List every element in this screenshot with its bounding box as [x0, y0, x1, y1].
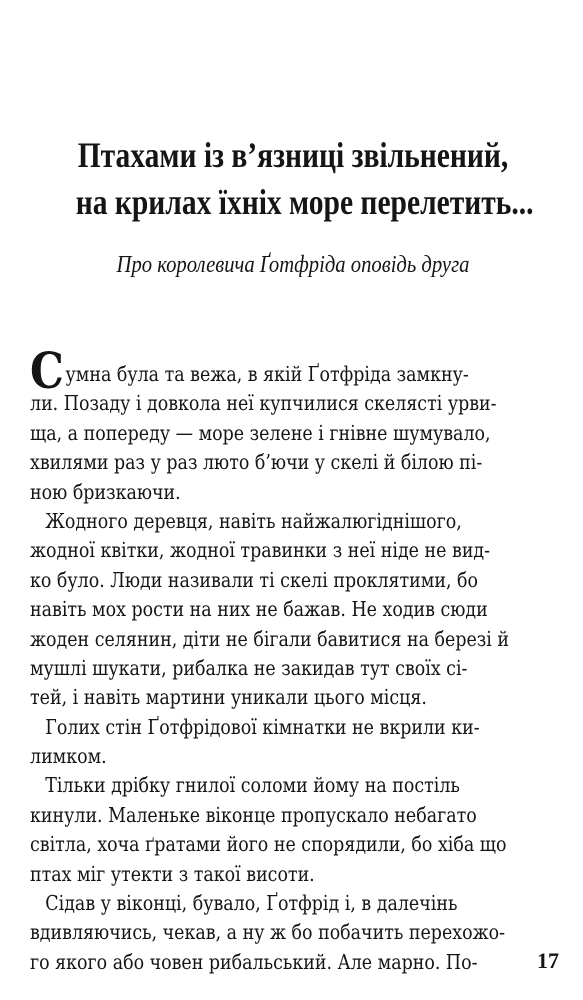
page-number: 17: [537, 948, 559, 973]
text-line: ко було. Люди називали ті скелі проклятими, бо: [30, 567, 479, 592]
text-line: птах міг утекти з такої висоти.: [30, 861, 315, 886]
text-line: мушлі шукати, рибалка не закидав тут своїх сі-: [30, 655, 468, 680]
text-line: жоден селянин, діти не бігали бавитися на березі й: [30, 626, 510, 651]
chapter-title-line-1: Птахами із в’язниці звільнений,: [77, 135, 509, 175]
paragraph-first-line: Жодного деревця, навіть найжалюгіднішого,: [45, 508, 462, 533]
text-line: навіть мох рости на них не бажав. Не ходив сюди: [30, 597, 488, 622]
drop-cap: С: [30, 341, 64, 400]
text-line: хвилями раз у раз люто б’ючи у скелі й білою пі-: [30, 450, 483, 475]
text-line: вдивляючись, чекав, а ну ж бо побачить перехожо-: [30, 920, 505, 945]
paragraph-first-line: Голих стін Ґотфрідової кімнатки не вкрили ки-: [45, 714, 480, 739]
text-line: го якого або човен рибальський. Але марно. По-: [30, 949, 478, 974]
chapter-title: [75, 132, 534, 226]
text-line: світла, хоча ґратами його не спорядили, бо хіба що: [30, 832, 507, 857]
text-line: жодної квітки, жодної травинки з неї ніде не вид-: [30, 538, 491, 563]
chapter-title-line-2: на крилах їхніх море перелетить...: [75, 182, 534, 222]
paragraph-first-line: Сідав у віконці, бувало, Ґотфрід і, в далечінь: [45, 891, 458, 916]
text-line: ли. Позаду і довкола неї купчилися скелясті урви-: [30, 391, 497, 416]
chapter-subtitle: Про королевича Ґотфріда оповідь друга: [116, 252, 470, 278]
text-line: [30, 341, 540, 400]
text-line: тей, і навіть мартини уникали цього місця.: [30, 685, 427, 710]
text-line-content: умна була та вежа, в якій Ґотфріда замкну-: [65, 362, 469, 386]
text-line: кинули. Маленьке віконце пропускало небагато: [30, 802, 477, 827]
text-line: ща, а попереду — море зелене і гнівне шумувало,: [30, 420, 491, 445]
paragraph-first-line: Тільки дрібку гнилої соломи йому на постіль: [45, 773, 460, 798]
body-text: [30, 341, 540, 977]
text-line: лимком.: [30, 744, 107, 769]
text-line: ною бризкаючи.: [30, 479, 181, 504]
